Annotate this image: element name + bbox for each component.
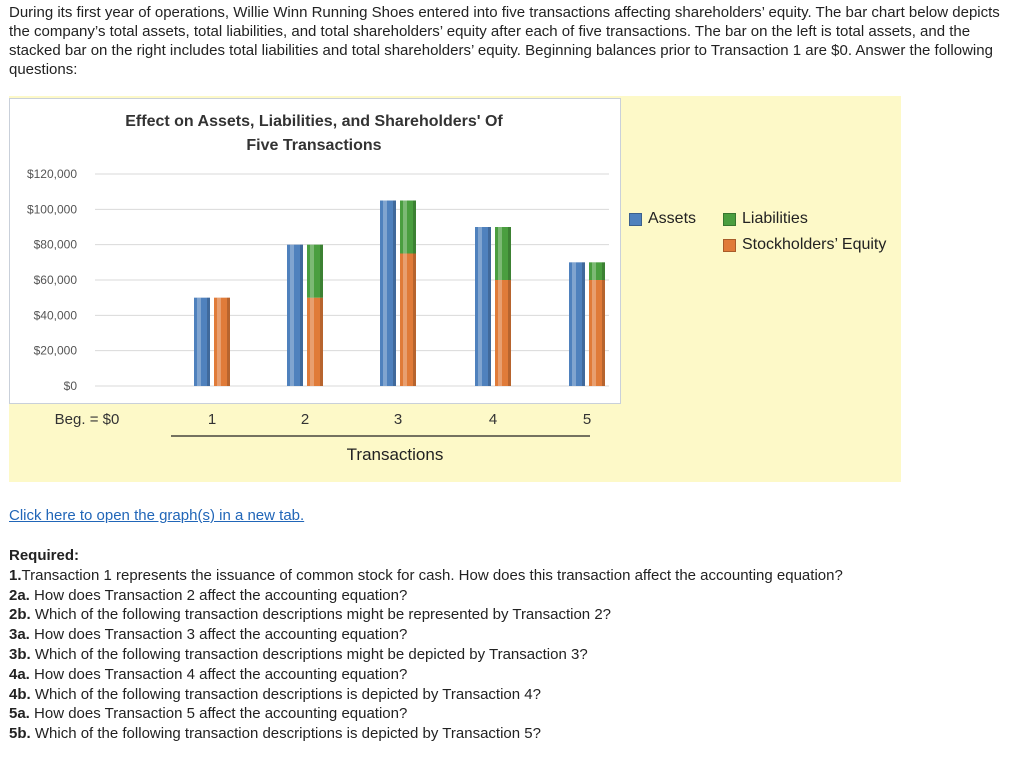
bar-stockholders-equity-shade — [320, 298, 323, 386]
bar-stockholders-equity-shade — [508, 280, 511, 386]
required-section — [9, 546, 1014, 744]
legend-label-assets: Assets — [648, 210, 697, 227]
y-tick-label: $20,000 — [33, 343, 77, 358]
y-tick-label: $60,000 — [33, 273, 77, 287]
bar-stockholders-equity-shade — [602, 280, 605, 386]
x-tick-label: 2 — [300, 411, 310, 428]
bar-assets-shade — [207, 298, 210, 386]
bar-assets-shade — [488, 227, 491, 386]
bar-assets-highlight — [383, 201, 387, 387]
bar-assets-highlight — [290, 245, 294, 386]
bar-liabilities — [589, 262, 605, 280]
bar-chart — [9, 96, 901, 482]
bar-liabilities — [495, 227, 511, 280]
chart-title-line1: Effect on Assets, Liabilities, and Shareholders' Of — [125, 113, 503, 130]
x-tick-label: 3 — [393, 411, 403, 428]
bar-stockholders-equity — [214, 298, 230, 386]
bar-liabilities-highlight — [498, 227, 502, 280]
required-heading: Required: — [9, 547, 80, 564]
x-axis-title: Transactions — [346, 445, 444, 464]
bar-stockholders-equity-highlight — [217, 298, 221, 386]
required-item — [9, 645, 1014, 665]
bar-assets — [380, 201, 396, 387]
required-item — [9, 586, 1014, 606]
bar-assets — [194, 298, 210, 386]
required-item — [9, 704, 1014, 724]
required-item-number: 4a. — [9, 665, 30, 683]
bar-stockholders-equity-highlight — [310, 298, 314, 386]
legend-swatch-stockholders-equity — [723, 239, 736, 252]
bar-liabilities-shade — [413, 201, 416, 254]
required-item-text: Which of the following transaction descriptions might be represented by Transaction 2? — [30, 606, 611, 624]
bar-liabilities-shade — [320, 245, 323, 298]
bar-assets — [475, 227, 491, 386]
chart-figure — [9, 96, 901, 482]
required-item-text: How does Transaction 4 affect the accounting equation? — [29, 665, 408, 683]
required-item-number: 2b. — [9, 606, 31, 624]
legend-swatch-liabilities — [723, 213, 736, 226]
intro-paragraph: During its first year of operations, Willie Winn Running Shoes entered into five transactions affecting shareholders’ equity. The bar chart below depicts the company’s total assets, total liabilities, and total shareholders’ equity after each of five transactions. The bar on the left is total assets, and the stacked bar on the right includes total liabilities and total shareholders’ equity. Beginning balances prior to Transaction 1 are $0. Answer the following questions: — [9, 4, 1000, 78]
required-item-text: Which of the following transaction descriptions is depicted by Transaction 4? — [30, 685, 541, 703]
bar-stockholders-equity-highlight — [403, 254, 407, 387]
legend-item-assets — [629, 210, 696, 228]
bar-stockholders-equity — [307, 298, 323, 386]
required-item-text: Which of the following transaction descriptions might be depicted by Transaction 3? — [30, 645, 588, 663]
y-tick-label: $100,000 — [26, 202, 77, 217]
bar-liabilities-shade — [508, 227, 511, 280]
required-item — [9, 605, 1014, 625]
legend-item-stockholders-equity — [723, 236, 886, 254]
bar-stockholders-equity-shade — [413, 254, 416, 387]
required-item — [9, 625, 1014, 645]
required-item — [9, 665, 1014, 685]
legend-label-liabilities: Liabilities — [742, 210, 808, 227]
required-item-number: 1. — [9, 566, 22, 584]
x-tick-label: 1 — [207, 411, 217, 428]
required-item-number: 5b. — [9, 725, 31, 743]
chart-title-line2: Five Transactions — [246, 137, 382, 154]
bar-assets-shade — [393, 201, 396, 387]
bar-stockholders-equity-highlight — [592, 280, 596, 386]
bar-stockholders-equity-shade — [227, 298, 230, 386]
y-tick-label: $80,000 — [33, 237, 77, 252]
bar-liabilities-highlight — [592, 262, 596, 280]
y-tick-label: $120,000 — [26, 167, 77, 181]
required-item-number: 4b. — [9, 685, 31, 703]
open-graph-link[interactable]: Click here to open the graph(s) in a new tab. — [9, 507, 305, 524]
x-tick-label: 4 — [488, 411, 498, 428]
bar-assets — [569, 262, 585, 386]
bar-liabilities — [400, 201, 416, 254]
bar-liabilities — [307, 245, 323, 298]
required-item-number: 5a. — [9, 705, 30, 723]
required-item-number: 3a. — [9, 626, 30, 644]
bar-assets-highlight — [572, 262, 576, 386]
legend-item-liabilities — [723, 210, 808, 228]
required-list — [9, 566, 1014, 744]
y-tick-label: $0 — [63, 379, 77, 393]
bar-liabilities-highlight — [310, 245, 314, 298]
required-item — [9, 685, 1014, 705]
bar-stockholders-equity — [400, 254, 416, 387]
x-tick-label: Beg. = $0 — [54, 411, 120, 428]
bar-assets-highlight — [478, 227, 482, 386]
required-item-number: 3b. — [9, 645, 31, 663]
bar-liabilities-shade — [602, 262, 605, 280]
required-item — [9, 724, 1014, 744]
bar-assets-highlight — [197, 298, 201, 386]
y-tick-label: $40,000 — [33, 308, 77, 323]
required-item-number: 2a. — [9, 586, 30, 604]
required-item — [9, 566, 1014, 586]
bar-stockholders-equity-highlight — [498, 280, 502, 386]
required-item-text: Transaction 1 represents the issuance of common stock for cash. How does this transaction affect the accounting equation? — [21, 566, 843, 584]
bar-assets-shade — [582, 262, 585, 386]
bar-liabilities-highlight — [403, 201, 407, 254]
legend-label-stockholders-equity: Stockholders’ Equity — [742, 236, 887, 253]
bar-stockholders-equity — [589, 280, 605, 386]
required-item-text: How does Transaction 5 affect the accounting equation? — [29, 705, 408, 723]
bar-assets-shade — [300, 245, 303, 386]
legend-swatch-assets — [629, 213, 642, 226]
required-item-text: How does Transaction 3 affect the accounting equation? — [29, 626, 408, 644]
x-tick-label: 5 — [582, 411, 592, 428]
required-item-text: Which of the following transaction descriptions is depicted by Transaction 5? — [30, 725, 541, 743]
bar-stockholders-equity — [495, 280, 511, 386]
required-item-text: How does Transaction 2 affect the accounting equation? — [29, 586, 408, 604]
bar-assets — [287, 245, 303, 386]
